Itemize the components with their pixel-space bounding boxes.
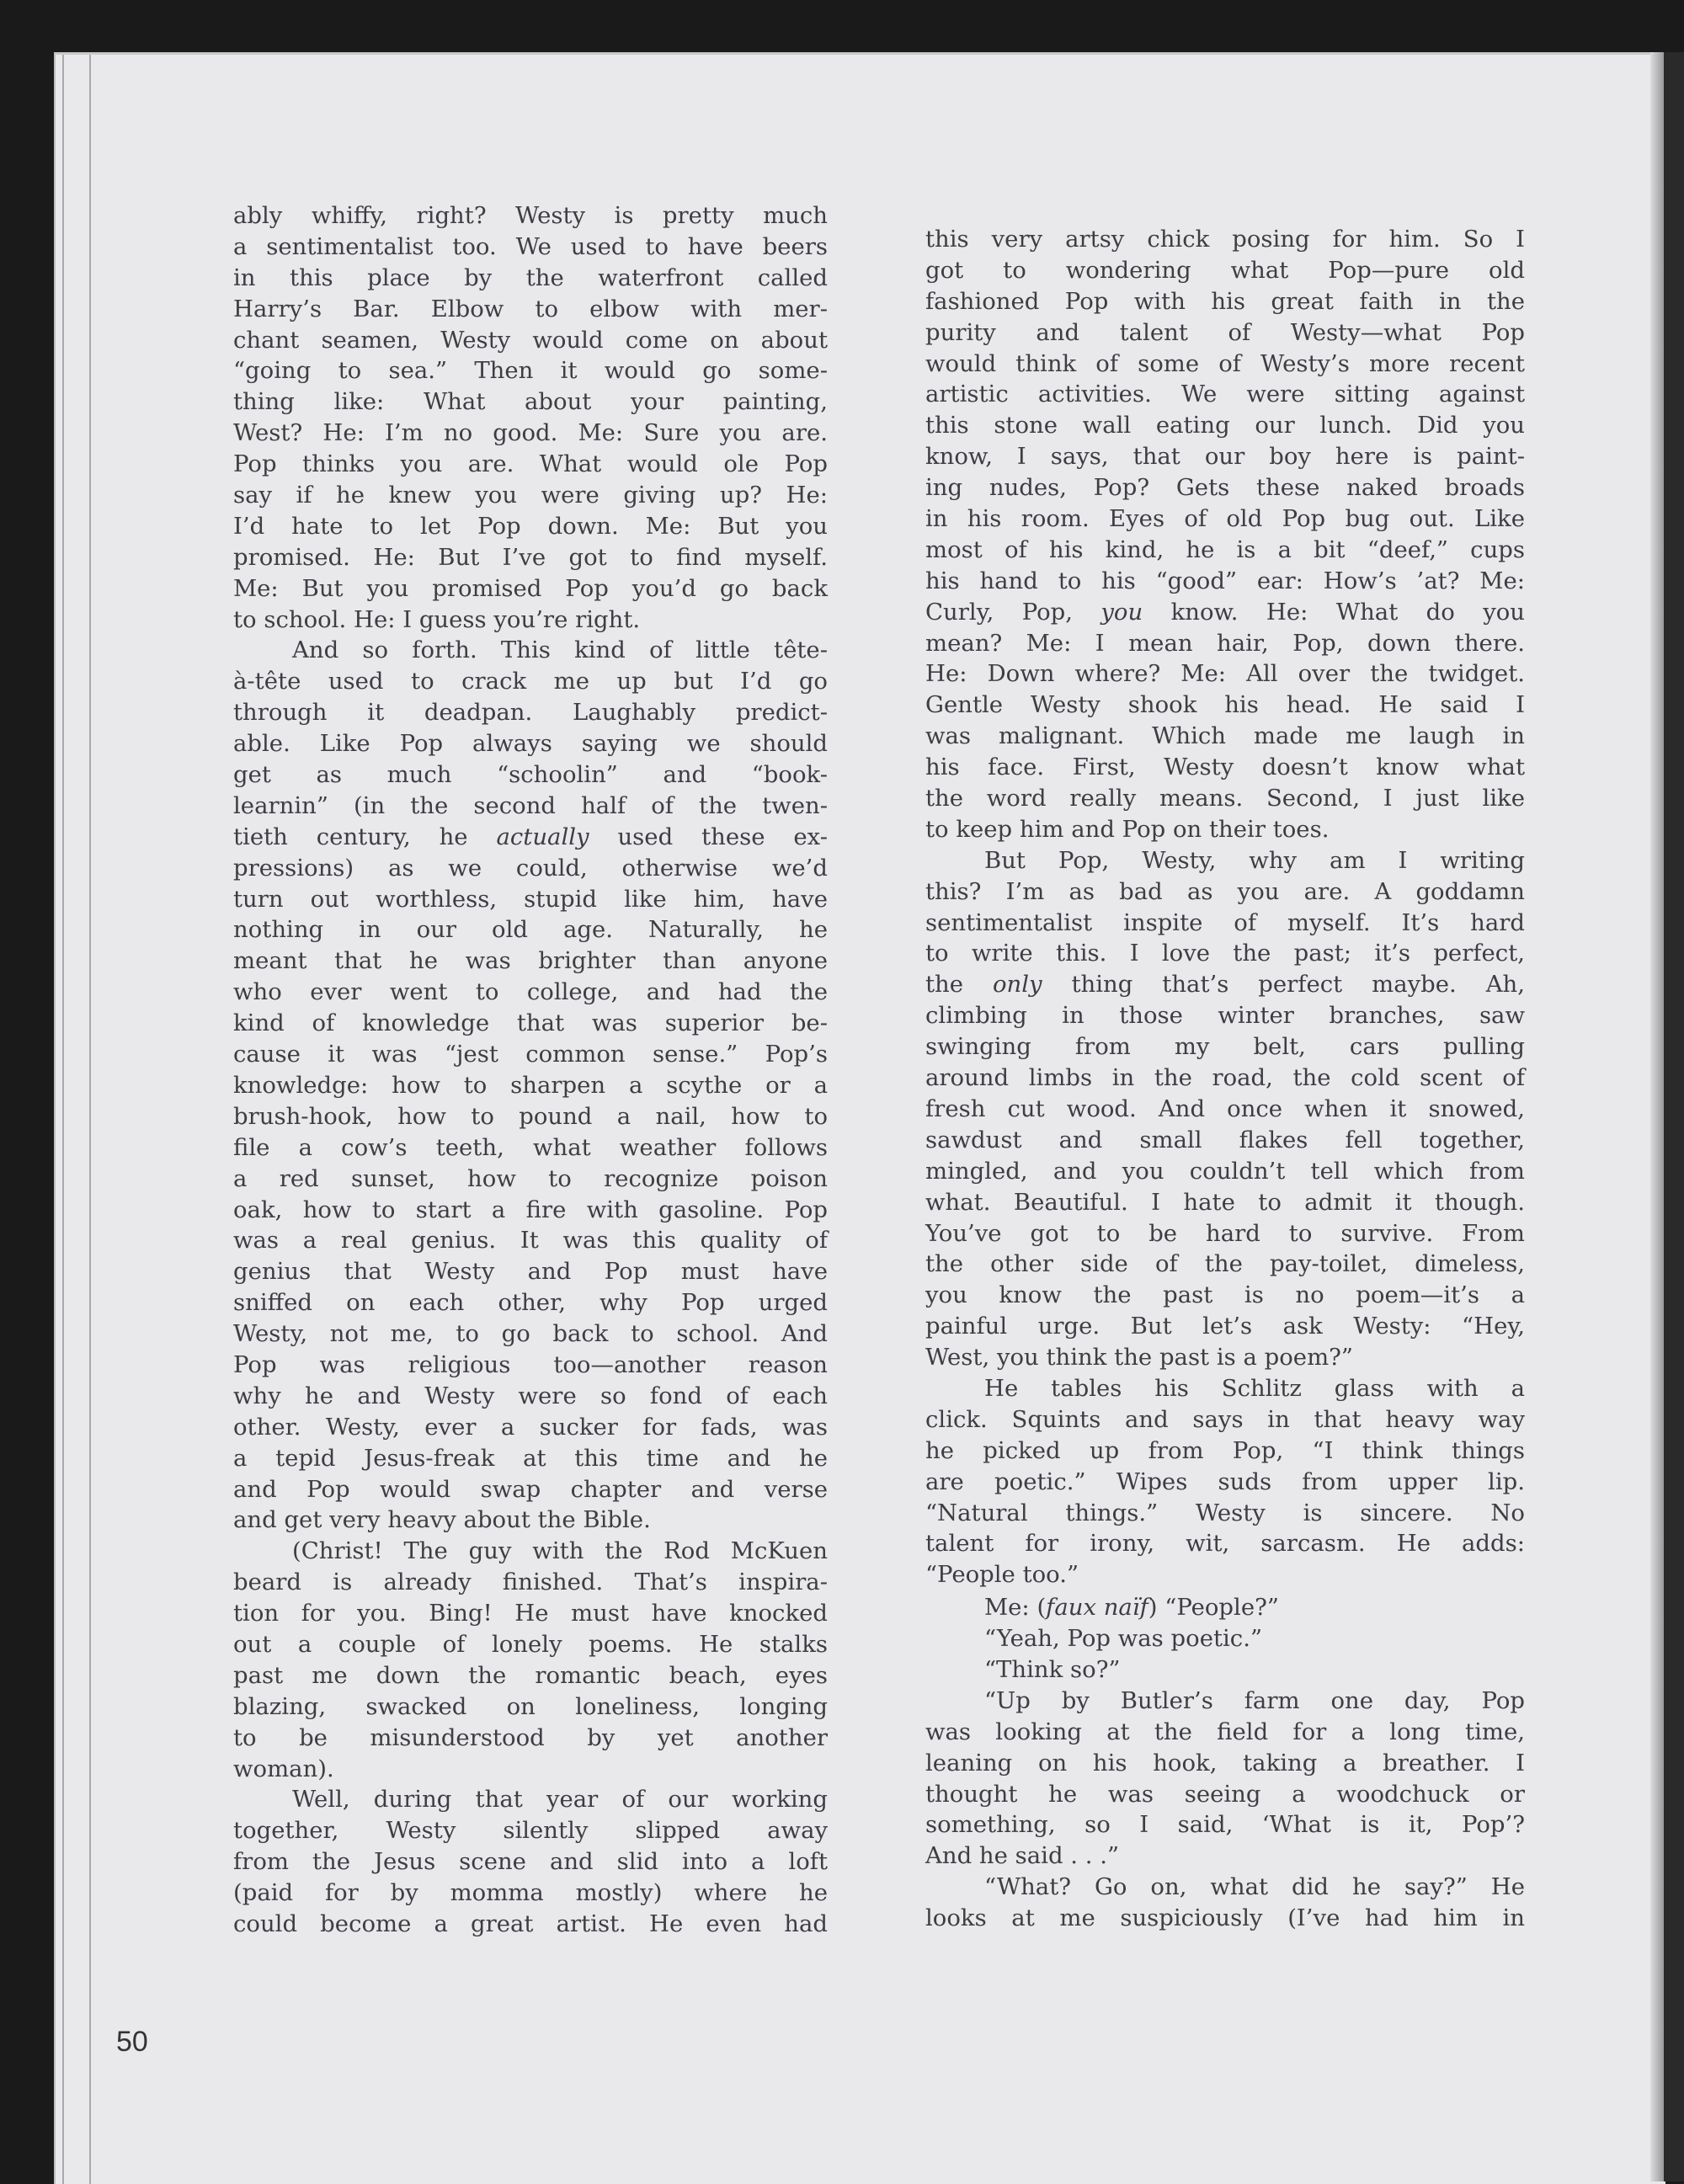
text-segment: know. He: What do you bbox=[1143, 598, 1525, 626]
text-line bbox=[233, 1195, 828, 1226]
text-segment: Pop was religious too—another reason bbox=[233, 1350, 828, 1378]
text-line bbox=[925, 1063, 1525, 1094]
text-segment: Westy, not me, to go back to school. And bbox=[233, 1320, 828, 1348]
facing-page-gutter bbox=[1650, 52, 1664, 2181]
text-segment: kind of knowledge that was superior be- bbox=[233, 1009, 828, 1037]
text-segment: Me: But you promised Pop you’d go back bbox=[233, 574, 828, 602]
text-line bbox=[233, 1164, 828, 1195]
text-segment: Curly, Pop, bbox=[925, 598, 1101, 626]
text-line bbox=[925, 658, 1525, 690]
text-line bbox=[925, 1872, 1525, 1903]
text-segment: was looking at the field for a long time, bbox=[925, 1718, 1525, 1745]
text-segment: who ever went to college, and had the bbox=[233, 978, 828, 1006]
text-segment: “What? Go on, what did he say?” He bbox=[984, 1873, 1525, 1901]
text-segment: the other side of the pay-toilet, dimeless, bbox=[925, 1250, 1525, 1278]
text-line bbox=[925, 1249, 1525, 1280]
text-segment: file a cow’s teeth, what weather follows bbox=[233, 1133, 828, 1161]
text-line bbox=[233, 1815, 828, 1846]
text-segment: pressions) as we could, otherwise we’d bbox=[233, 854, 828, 882]
page-edge-line bbox=[89, 55, 91, 2184]
text-line bbox=[925, 1498, 1525, 1529]
text-line bbox=[233, 1101, 828, 1132]
text-segment: And so forth. This kind of little tête- bbox=[292, 637, 828, 664]
text-segment: around limbs in the road, the cold scent of bbox=[925, 1064, 1525, 1092]
text-line bbox=[925, 1528, 1525, 1559]
text-line bbox=[925, 1373, 1525, 1404]
text-segment: You’ve got to be hard to survive. From bbox=[925, 1219, 1525, 1247]
text-line bbox=[233, 1754, 828, 1785]
text-segment: Pop thinks you are. What would ole Pop bbox=[233, 450, 828, 478]
text-segment: in this place by the waterfront called bbox=[233, 264, 828, 291]
text-line bbox=[233, 1256, 828, 1287]
text-line bbox=[233, 914, 828, 946]
text-segment: was a real genius. It was this quality of bbox=[233, 1227, 828, 1254]
text-line bbox=[233, 200, 828, 232]
text-line bbox=[925, 1748, 1525, 1779]
text-line bbox=[925, 472, 1525, 503]
text-line bbox=[925, 1125, 1525, 1156]
text-segment: brush-hook, how to pound a nail, how to bbox=[233, 1102, 828, 1130]
text-segment: to school. He: I guess you’re right. bbox=[233, 605, 641, 633]
text-segment: painful urge. But let’s ask Westy: “Hey, bbox=[925, 1313, 1525, 1340]
text-line bbox=[233, 386, 828, 418]
text-segment: And he said . . .” bbox=[925, 1842, 1120, 1870]
text-line bbox=[233, 542, 828, 573]
text-segment: Gentle Westy shook his head. He said I bbox=[925, 691, 1525, 719]
italic-text: only bbox=[992, 971, 1042, 999]
text-segment: could become a great artist. He even had bbox=[233, 1910, 828, 1937]
text-line bbox=[233, 1784, 828, 1815]
text-line bbox=[925, 1280, 1525, 1311]
text-line bbox=[233, 418, 828, 449]
text-line bbox=[925, 1311, 1525, 1342]
text-line bbox=[233, 1287, 828, 1318]
text-line bbox=[233, 573, 828, 605]
text-segment: thought he was seeing a woodchuck or bbox=[925, 1780, 1525, 1808]
text-line bbox=[233, 697, 828, 728]
text-line bbox=[925, 845, 1525, 876]
text-line bbox=[925, 503, 1525, 535]
text-line bbox=[925, 1654, 1525, 1686]
text-segment: sniffed on each other, why Pop urged bbox=[233, 1289, 828, 1317]
text-line bbox=[925, 1559, 1525, 1590]
text-line bbox=[925, 255, 1525, 286]
text-line bbox=[925, 349, 1525, 380]
text-line bbox=[925, 1840, 1525, 1872]
text-segment: chant seamen, Westy would come on about bbox=[233, 326, 828, 354]
text-segment: artistic activities. We were sitting against bbox=[925, 381, 1525, 408]
text-line bbox=[233, 263, 828, 294]
text-line bbox=[233, 449, 828, 480]
text-line bbox=[925, 1187, 1525, 1218]
text-line bbox=[925, 814, 1525, 845]
text-line bbox=[233, 759, 828, 791]
text-line bbox=[925, 721, 1525, 752]
text-line bbox=[925, 1592, 1525, 1623]
text-segment: “Yeah, Pop was poetic.” bbox=[984, 1625, 1263, 1653]
text-line bbox=[925, 535, 1525, 566]
text-segment: learnin” (in the second half of the twen- bbox=[233, 791, 828, 819]
page-edge-line bbox=[62, 55, 64, 2184]
text-line bbox=[925, 286, 1525, 317]
text-segment: (paid for by momma mostly) where he bbox=[233, 1879, 828, 1907]
text-line bbox=[233, 1381, 828, 1412]
text-segment: the word really means. Second, I just like bbox=[925, 785, 1525, 812]
text-line bbox=[233, 1723, 828, 1754]
text-line bbox=[925, 1686, 1525, 1717]
text-segment: looks at me suspiciously (I’ve had him in bbox=[925, 1904, 1525, 1932]
text-segment: (Christ! The guy with the Rod McKuen bbox=[292, 1537, 828, 1565]
text-segment: know, I says, that our boy here is paint- bbox=[925, 443, 1525, 471]
text-line bbox=[233, 605, 828, 636]
text-line bbox=[233, 728, 828, 759]
text-line bbox=[233, 1536, 828, 1567]
text-segment: meant that he was brighter than anyone bbox=[233, 947, 828, 975]
text-segment: I’d hate to let Pop down. Me: But you bbox=[233, 512, 828, 540]
text-segment: “People too.” bbox=[925, 1561, 1079, 1589]
text-segment: thing that’s perfect maybe. Ah, bbox=[1042, 971, 1526, 999]
text-line bbox=[925, 1623, 1525, 1654]
text-segment: this? I’m as bad as you are. A goddamn bbox=[925, 877, 1525, 905]
text-line bbox=[925, 628, 1525, 659]
text-segment: why he and Westy were so fond of each bbox=[233, 1382, 828, 1409]
text-segment: thing like: What about your painting, bbox=[233, 388, 828, 416]
text-line bbox=[233, 1132, 828, 1164]
italic-text: you bbox=[1100, 598, 1143, 626]
text-segment: woman). bbox=[233, 1755, 334, 1782]
text-segment: turn out worthless, stupid like him, have bbox=[233, 885, 828, 913]
text-line bbox=[233, 1909, 828, 1940]
text-segment: ably whiffy, right? Westy is pretty much bbox=[233, 202, 828, 229]
text-line bbox=[233, 884, 828, 915]
text-segment: West? He: I’m no good. Me: Sure you are. bbox=[233, 419, 828, 447]
text-segment: ) “People?” bbox=[1148, 1594, 1279, 1622]
text-segment: beard is already finished. That’s inspira- bbox=[233, 1569, 828, 1596]
text-line bbox=[233, 1846, 828, 1878]
text-segment: able. Like Pop always saying we should bbox=[233, 730, 828, 758]
text-segment: get as much “schoolin” and “book- bbox=[233, 761, 828, 789]
text-line bbox=[925, 1903, 1525, 1934]
text-segment: a tepid Jesus-freak at this time and he bbox=[233, 1444, 828, 1472]
text-column-left bbox=[233, 200, 828, 1940]
text-segment: are poetic.” Wipes suds from upper lip. bbox=[925, 1468, 1525, 1495]
text-segment: from the Jesus scene and slid into a loft bbox=[233, 1848, 828, 1876]
text-line bbox=[925, 379, 1525, 410]
text-segment: He: Down where? Me: All over the twidget. bbox=[925, 660, 1525, 688]
text-line bbox=[925, 441, 1525, 472]
text-segment: talent for irony, wit, sarcasm. He adds: bbox=[925, 1530, 1525, 1558]
text-line bbox=[925, 317, 1525, 349]
text-line bbox=[925, 1342, 1525, 1373]
text-line bbox=[925, 597, 1525, 628]
text-segment: and get very heavy about the Bible. bbox=[233, 1506, 651, 1534]
text-line bbox=[925, 1809, 1525, 1840]
text-line bbox=[233, 1474, 828, 1505]
text-segment: West, you think the past is a poem?” bbox=[925, 1344, 1353, 1372]
text-line bbox=[233, 355, 828, 386]
text-segment: a sentimentalist too. We used to have beers bbox=[233, 232, 828, 260]
text-segment: swinging from my belt, cars pulling bbox=[925, 1033, 1525, 1061]
text-segment: you know the past is no poem—it’s a bbox=[925, 1281, 1525, 1309]
text-line bbox=[925, 752, 1525, 783]
text-line bbox=[233, 1350, 828, 1381]
text-segment: a red sunset, how to recognize poison bbox=[233, 1164, 828, 1192]
text-segment: was malignant. Which made me laugh in bbox=[925, 722, 1525, 750]
text-line bbox=[233, 1660, 828, 1691]
text-line bbox=[233, 853, 828, 884]
text-line bbox=[233, 1008, 828, 1039]
text-segment: and Pop would swap chapter and verse bbox=[233, 1475, 828, 1503]
text-segment: to keep him and Pop on their toes. bbox=[925, 815, 1330, 843]
text-line bbox=[925, 566, 1525, 597]
text-segment: got to wondering what Pop—pure old bbox=[925, 256, 1525, 284]
text-segment: “going to sea.” Then it would go some- bbox=[233, 357, 828, 385]
text-line bbox=[233, 1598, 828, 1629]
text-line bbox=[233, 946, 828, 977]
text-segment: leaning on his hook, taking a breather. I bbox=[925, 1749, 1525, 1776]
text-segment: together, Westy silently slipped away bbox=[233, 1817, 828, 1845]
text-line bbox=[925, 1717, 1525, 1748]
text-segment: fashioned Pop with his great faith in the bbox=[925, 287, 1525, 315]
text-segment: click. Squints and says in that heavy way bbox=[925, 1405, 1525, 1433]
text-line bbox=[925, 908, 1525, 939]
text-line bbox=[233, 1318, 828, 1350]
text-segment: sentimentalist inspite of myself. It’s hard bbox=[925, 908, 1525, 936]
text-segment: fresh cut wood. And once when it snowed, bbox=[925, 1095, 1525, 1122]
text-line bbox=[233, 822, 828, 853]
text-line bbox=[233, 232, 828, 263]
text-line bbox=[233, 666, 828, 697]
text-segment: he picked up from Pop, “I think things bbox=[925, 1436, 1525, 1464]
text-line bbox=[925, 1436, 1525, 1467]
text-column-right bbox=[925, 224, 1525, 1934]
text-line bbox=[233, 1691, 828, 1723]
text-segment: used these ex- bbox=[589, 823, 828, 850]
text-line bbox=[233, 1225, 828, 1256]
text-line bbox=[925, 1000, 1525, 1031]
text-segment: ing nudes, Pop? Gets these naked broads bbox=[925, 474, 1525, 502]
text-line bbox=[233, 1412, 828, 1443]
text-segment: mingled, and you couldn’t tell which from bbox=[925, 1157, 1525, 1185]
text-line bbox=[233, 1443, 828, 1474]
text-line bbox=[925, 1404, 1525, 1436]
text-segment: purity and talent of Westy—what Pop bbox=[925, 318, 1525, 346]
text-segment: this stone wall eating our lunch. Did you bbox=[925, 412, 1525, 439]
text-line bbox=[233, 480, 828, 511]
text-segment: what. Beautiful. I hate to admit it though. bbox=[925, 1188, 1525, 1216]
text-segment: genius that Westy and Pop must have bbox=[233, 1258, 828, 1286]
text-line bbox=[233, 294, 828, 325]
text-segment: à-tête used to crack me up but I’d go bbox=[233, 668, 828, 695]
text-segment: knowledge: how to sharpen a scythe or a bbox=[233, 1071, 828, 1099]
italic-text: faux naïf bbox=[1046, 1594, 1148, 1622]
text-segment: climbing in those winter branches, saw bbox=[925, 1002, 1525, 1030]
text-segment: cause it was “jest common sense.” Pop’s bbox=[233, 1041, 828, 1068]
text-segment: would think of some of Westy’s more recent bbox=[925, 349, 1525, 377]
text-segment: something, so I said, ‘What is it, Pop’? bbox=[925, 1811, 1525, 1839]
text-line bbox=[233, 1878, 828, 1909]
text-segment: sawdust and small flakes fell together, bbox=[925, 1126, 1525, 1153]
text-segment: the bbox=[925, 971, 993, 999]
text-segment: to write this. I love the past; it’s perfect, bbox=[925, 940, 1525, 967]
text-segment: this very artsy chick posing for him. So I bbox=[925, 226, 1525, 253]
text-segment: mean? Me: I mean hair, Pop, down there. bbox=[925, 629, 1525, 657]
text-line bbox=[233, 1070, 828, 1101]
text-line bbox=[233, 977, 828, 1008]
text-line bbox=[925, 1467, 1525, 1498]
text-line bbox=[233, 1629, 828, 1660]
text-segment: oak, how to start a fire with gasoline. Pop bbox=[233, 1196, 828, 1223]
text-line bbox=[233, 791, 828, 822]
text-line bbox=[925, 876, 1525, 908]
text-segment: tieth century, he bbox=[233, 823, 497, 850]
italic-text: actually bbox=[496, 823, 589, 850]
text-segment: He tables his Schlitz glass with a bbox=[984, 1374, 1525, 1402]
text-line bbox=[233, 1505, 828, 1536]
text-segment: nothing in our old age. Naturally, he bbox=[233, 916, 828, 944]
text-segment: his face. First, Westy doesn’t know what bbox=[925, 754, 1525, 781]
text-segment: “Up by Butler’s farm one day, Pop bbox=[984, 1686, 1525, 1714]
text-segment: in his room. Eyes of old Pop bug out. Like bbox=[925, 505, 1525, 533]
text-line bbox=[925, 938, 1525, 969]
text-segment: to be misunderstood by yet another bbox=[233, 1723, 828, 1751]
text-line bbox=[233, 1039, 828, 1070]
text-segment: most of his kind, he is a bit “deef,” cups bbox=[925, 535, 1525, 563]
text-line bbox=[233, 325, 828, 356]
text-line bbox=[925, 224, 1525, 255]
text-segment: “Natural things.” Westy is sincere. No bbox=[925, 1499, 1525, 1526]
text-segment: say if he knew you were giving up? He: bbox=[233, 482, 828, 509]
text-line bbox=[233, 1567, 828, 1598]
text-line bbox=[925, 1031, 1525, 1063]
text-line bbox=[925, 783, 1525, 814]
text-segment: other. Westy, ever a sucker for fads, was bbox=[233, 1413, 828, 1441]
text-line bbox=[925, 690, 1525, 721]
text-line bbox=[925, 1779, 1525, 1810]
text-line bbox=[233, 635, 828, 666]
text-line bbox=[925, 969, 1525, 1000]
text-line bbox=[925, 1218, 1525, 1249]
text-line bbox=[925, 410, 1525, 441]
text-segment: his hand to his “good” ear: How’s ’at? Me: bbox=[925, 567, 1525, 594]
text-segment: past me down the romantic beach, eyes bbox=[233, 1661, 828, 1689]
text-segment: “Think so?” bbox=[984, 1655, 1121, 1683]
text-segment: tion for you. Bing! He must have knocked bbox=[233, 1600, 828, 1627]
text-segment: out a couple of lonely poems. He stalks bbox=[233, 1630, 828, 1658]
text-segment: blazing, swacked on loneliness, longing bbox=[233, 1692, 828, 1720]
scan-background bbox=[1664, 52, 1684, 2181]
text-segment: But Pop, Westy, why am I writing bbox=[984, 846, 1525, 874]
text-line bbox=[925, 1156, 1525, 1187]
text-segment: Well, during that year of our working bbox=[292, 1786, 828, 1814]
text-segment: Harry’s Bar. Elbow to elbow with mer- bbox=[233, 295, 828, 322]
text-segment: promised. He: But I’ve got to find myself. bbox=[233, 543, 828, 571]
page-number: 50 bbox=[116, 2026, 148, 2058]
text-line bbox=[925, 1094, 1525, 1125]
text-segment: Me: ( bbox=[984, 1594, 1047, 1622]
text-line bbox=[233, 511, 828, 542]
text-segment: through it deadpan. Laughably predict- bbox=[233, 699, 828, 727]
